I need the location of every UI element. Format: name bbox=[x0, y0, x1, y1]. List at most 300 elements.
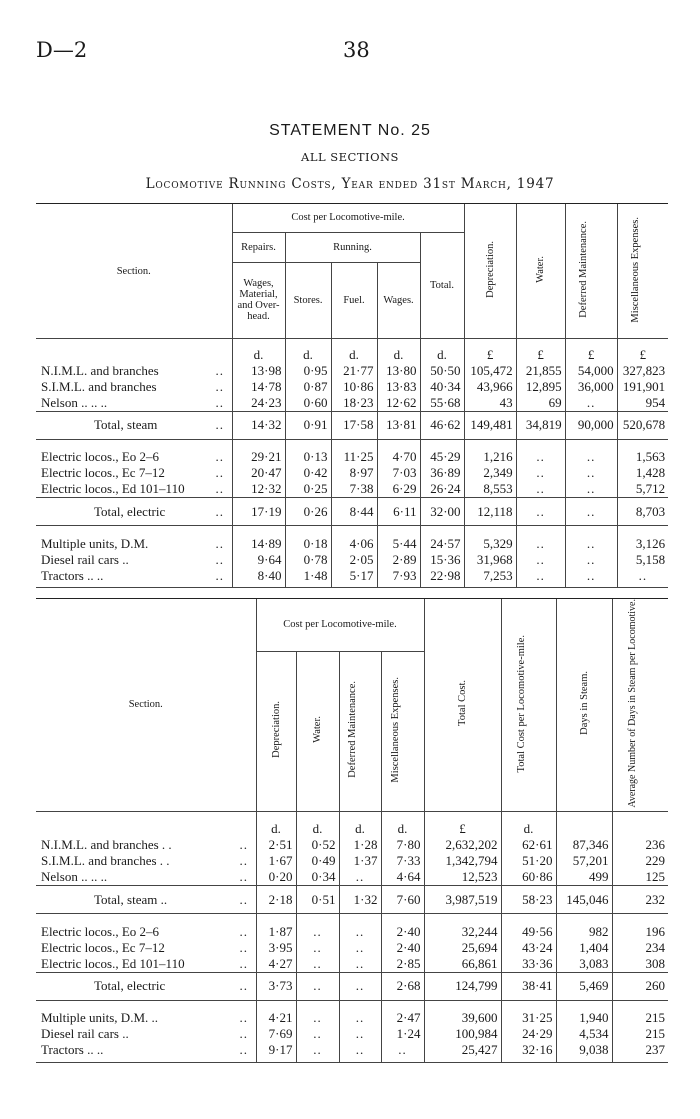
cell-value: 1,428 bbox=[617, 465, 668, 481]
cell-value: 520,678 bbox=[617, 411, 668, 439]
units-row bbox=[36, 347, 668, 363]
cell-value: 22·98 bbox=[420, 568, 464, 584]
cell-value: 24·57 bbox=[420, 536, 464, 552]
t2-days-header: Days in Steam. bbox=[556, 599, 612, 811]
cell-value: 215 bbox=[612, 1010, 668, 1026]
cell-value: 7·60 bbox=[381, 886, 424, 914]
cell-value: .. bbox=[296, 1026, 339, 1042]
t1-total-header: Total. bbox=[420, 232, 464, 339]
t2-avg-days-header: Average Number of Days in Steam per Locomotive. bbox=[612, 599, 668, 811]
row-leader-dots: .. bbox=[215, 362, 224, 378]
row-leader-dots: .. bbox=[239, 1026, 248, 1042]
cell-value: 2·85 bbox=[381, 956, 424, 973]
statement-caption: Locomotive Running Costs, Year ended 31st March, 1947 bbox=[145, 176, 555, 192]
t2-deferred-header: Deferred Maintenance. bbox=[339, 651, 381, 811]
cell-value: 3,126 bbox=[617, 536, 668, 552]
cell-value: 149,481 bbox=[464, 411, 516, 439]
cell-value: 0·87 bbox=[285, 379, 331, 395]
cell-value: 1·28 bbox=[339, 837, 381, 853]
row-section-name: Nelson .. .. .. bbox=[41, 869, 108, 885]
cell-value: 0·49 bbox=[296, 853, 339, 869]
table-row bbox=[36, 869, 668, 886]
cell-value: 8·44 bbox=[331, 498, 377, 526]
cell-value: 25,694 bbox=[424, 940, 501, 956]
unit-label: d. bbox=[285, 347, 331, 363]
cell-value: 39,600 bbox=[424, 1010, 501, 1026]
cell-value: .. bbox=[339, 924, 381, 940]
cell-value: 1·67 bbox=[256, 853, 296, 869]
cell-value: 215 bbox=[612, 1026, 668, 1042]
cell-value: 229 bbox=[612, 853, 668, 869]
unit-label: d. bbox=[381, 821, 424, 837]
cell-value: 0·20 bbox=[256, 869, 296, 886]
row-section-name: Multiple units, D.M. bbox=[41, 535, 149, 551]
cell-value: .. bbox=[565, 552, 617, 568]
row-section-name: Diesel rail cars .. bbox=[41, 551, 129, 567]
row-leader-dots: .. bbox=[215, 535, 224, 551]
cell-value: 8·97 bbox=[331, 465, 377, 481]
cell-value: 12,895 bbox=[516, 379, 565, 395]
unit-label: d. bbox=[420, 347, 464, 363]
cell-value: 2·18 bbox=[256, 886, 296, 914]
cell-value: 5,712 bbox=[617, 481, 668, 498]
cell-value: .. bbox=[339, 940, 381, 956]
row-section-name: Electric locos., Ec 7–12 bbox=[41, 939, 165, 955]
cell-value: 2·47 bbox=[381, 1010, 424, 1026]
cell-value: 954 bbox=[617, 395, 668, 412]
t1-wages-header: Wages. bbox=[377, 262, 420, 338]
cell-value: 196 bbox=[612, 924, 668, 940]
t2-total-cost-header: Total Cost. bbox=[424, 599, 501, 811]
cell-value: 1,342,794 bbox=[424, 853, 501, 869]
cell-value: .. bbox=[565, 568, 617, 584]
cell-value: 1·37 bbox=[339, 853, 381, 869]
cell-value: 57,201 bbox=[556, 853, 612, 869]
cell-value: 29·21 bbox=[232, 449, 285, 465]
cell-value: 0·34 bbox=[296, 869, 339, 886]
cell-value: .. bbox=[296, 956, 339, 973]
cell-value: 55·68 bbox=[420, 395, 464, 412]
total-row bbox=[36, 498, 668, 526]
unit-label: d. bbox=[377, 347, 420, 363]
cell-value: 0·95 bbox=[285, 363, 331, 379]
cell-value: .. bbox=[516, 465, 565, 481]
cell-value: 2,349 bbox=[464, 465, 516, 481]
row-leader-dots: .. bbox=[215, 378, 224, 394]
cell-value: 260 bbox=[612, 972, 668, 1000]
row-section-name: S.I.M.L. and branches bbox=[41, 378, 157, 394]
cell-value: .. bbox=[339, 1010, 381, 1026]
cell-value: 17·58 bbox=[331, 411, 377, 439]
cell-value: 31·25 bbox=[501, 1010, 556, 1026]
unit-label: d. bbox=[296, 821, 339, 837]
cell-value: 54,000 bbox=[565, 363, 617, 379]
cell-value: 58·23 bbox=[501, 886, 556, 914]
cell-value: 14·78 bbox=[232, 379, 285, 395]
table-row bbox=[36, 924, 668, 940]
row-leader-dots: .. bbox=[215, 481, 224, 496]
cell-value: 87,346 bbox=[556, 837, 612, 853]
page-number: 38 bbox=[343, 38, 370, 62]
cell-value: 308 bbox=[612, 956, 668, 973]
cell-value: 45·29 bbox=[420, 449, 464, 465]
cell-value: 36·89 bbox=[420, 465, 464, 481]
cell-value: 8·40 bbox=[232, 568, 285, 584]
cell-value: .. bbox=[516, 498, 565, 526]
row-leader-dots: .. bbox=[239, 837, 248, 853]
table-row bbox=[36, 940, 668, 956]
cell-value: 24·29 bbox=[501, 1026, 556, 1042]
cell-value: 8,703 bbox=[617, 498, 668, 526]
cell-value: 5,469 bbox=[556, 972, 612, 1000]
row-leader-dots: .. bbox=[215, 449, 224, 464]
cell-value: 9,038 bbox=[556, 1042, 612, 1058]
cell-value: 13·83 bbox=[377, 379, 420, 395]
cell-value: 17·19 bbox=[232, 498, 285, 526]
spacer-row bbox=[36, 339, 668, 347]
cell-value: .. bbox=[565, 498, 617, 526]
unit-label: d. bbox=[232, 347, 285, 363]
cell-value: 20·47 bbox=[232, 465, 285, 481]
table-row bbox=[36, 379, 668, 395]
cell-value: 25,427 bbox=[424, 1042, 501, 1058]
t2-water-header: Water. bbox=[296, 651, 339, 811]
row-section-name: Diesel rail cars .. bbox=[41, 1026, 129, 1042]
table1 bbox=[36, 204, 668, 588]
row-leader-dots: .. bbox=[239, 853, 248, 869]
cell-value: .. bbox=[565, 449, 617, 465]
group-gap-row bbox=[36, 1000, 668, 1010]
cell-value: 7·69 bbox=[256, 1026, 296, 1042]
cell-value: 6·11 bbox=[377, 498, 420, 526]
cell-value: 34,819 bbox=[516, 411, 565, 439]
cell-value: .. bbox=[565, 395, 617, 412]
row-leader-dots: .. bbox=[239, 939, 248, 955]
cell-value: 5,329 bbox=[464, 536, 516, 552]
cell-value: 2·40 bbox=[381, 940, 424, 956]
row-section-name: Multiple units, D.M. .. bbox=[41, 1010, 159, 1026]
cell-value: 14·89 bbox=[232, 536, 285, 552]
row-leader-dots: .. bbox=[208, 411, 232, 439]
cell-value: 0·60 bbox=[285, 395, 331, 412]
cell-value: .. bbox=[516, 568, 565, 584]
row-leader-dots: .. bbox=[215, 567, 224, 583]
table-row bbox=[36, 363, 668, 379]
cell-value: 46·62 bbox=[420, 411, 464, 439]
row-section-name: Electric locos., Ec 7–12 bbox=[41, 465, 165, 480]
row-leader-dots: .. bbox=[232, 972, 256, 1000]
cell-value: 5,158 bbox=[617, 552, 668, 568]
unit-label: £ bbox=[516, 347, 565, 363]
cell-value: 1,404 bbox=[556, 940, 612, 956]
cell-value: 32,244 bbox=[424, 924, 501, 940]
cell-value: 12·62 bbox=[377, 395, 420, 412]
cell-value: 12·32 bbox=[232, 481, 285, 498]
cell-value: 191,901 bbox=[617, 379, 668, 395]
group-gap-row bbox=[36, 439, 668, 449]
cell-value: 36,000 bbox=[565, 379, 617, 395]
cell-value: 0·78 bbox=[285, 552, 331, 568]
cell-value: 12,118 bbox=[464, 498, 516, 526]
cell-value: 31,968 bbox=[464, 552, 516, 568]
total-row bbox=[36, 886, 668, 914]
cell-value: 15·36 bbox=[420, 552, 464, 568]
cell-value: 50·50 bbox=[420, 363, 464, 379]
page-reference: D—2 bbox=[36, 38, 88, 62]
cell-value: 0·25 bbox=[285, 481, 331, 498]
cell-value: 105,472 bbox=[464, 363, 516, 379]
table-bottom bbox=[36, 1058, 668, 1062]
cell-value: 10·86 bbox=[331, 379, 377, 395]
row-leader-dots: .. bbox=[215, 465, 224, 480]
row-section-name: Electric locos., Eo 2–6 bbox=[41, 923, 160, 939]
t2-total-per-mile-header: Total Cost per Locomotive-mile. bbox=[501, 599, 556, 811]
cell-value: .. bbox=[339, 956, 381, 973]
row-leader-dots: .. bbox=[215, 394, 224, 410]
cell-value: 2·68 bbox=[381, 972, 424, 1000]
cell-value: 125 bbox=[612, 869, 668, 886]
table2 bbox=[36, 599, 668, 1063]
cell-value: .. bbox=[339, 869, 381, 886]
row-leader-dots: .. bbox=[232, 886, 256, 914]
table-row bbox=[36, 837, 668, 853]
t1-depreciation-header: Depreciation. bbox=[464, 204, 516, 339]
units-row bbox=[36, 821, 668, 837]
cell-value: 69 bbox=[516, 395, 565, 412]
table-bottom bbox=[36, 584, 668, 588]
cell-value: 0·51 bbox=[296, 886, 339, 914]
row-section-name: Tractors .. .. bbox=[41, 1042, 104, 1058]
row-section-name: S.I.M.L. and branches . . bbox=[41, 853, 170, 869]
cell-value: 236 bbox=[612, 837, 668, 853]
cell-value: 232 bbox=[612, 886, 668, 914]
unit-label: £ bbox=[424, 821, 501, 837]
total-row bbox=[36, 972, 668, 1000]
unit-label: £ bbox=[464, 347, 516, 363]
cell-value: 26·24 bbox=[420, 481, 464, 498]
table-row bbox=[36, 449, 668, 465]
cell-value: 8,553 bbox=[464, 481, 516, 498]
t1-running-header: Running. bbox=[285, 232, 420, 262]
row-section-name: Total, electric bbox=[36, 972, 232, 1000]
row-leader-dots: .. bbox=[215, 551, 224, 567]
table-row bbox=[36, 1026, 668, 1042]
t2-cost-group-header: Cost per Locomotive-mile. bbox=[256, 599, 424, 651]
cell-value: 1,940 bbox=[556, 1010, 612, 1026]
cell-value: 2·05 bbox=[331, 552, 377, 568]
cell-value: 90,000 bbox=[565, 411, 617, 439]
unit-label: d. bbox=[339, 821, 381, 837]
t1-repairs-header: Repairs. bbox=[232, 232, 285, 262]
cell-value: 4,534 bbox=[556, 1026, 612, 1042]
cell-value: 13·98 bbox=[232, 363, 285, 379]
cell-value: 0·91 bbox=[285, 411, 331, 439]
cell-value: 1·87 bbox=[256, 924, 296, 940]
cell-value: 9·64 bbox=[232, 552, 285, 568]
cell-value: 33·36 bbox=[501, 956, 556, 973]
cell-value: 21·77 bbox=[331, 363, 377, 379]
row-section-name: N.I.M.L. and branches . . bbox=[41, 837, 172, 853]
cell-value: 49·56 bbox=[501, 924, 556, 940]
cell-value: 13·81 bbox=[377, 411, 420, 439]
row-leader-dots: .. bbox=[239, 1042, 248, 1058]
cell-value: 234 bbox=[612, 940, 668, 956]
cell-value: 1·24 bbox=[381, 1026, 424, 1042]
unit-label bbox=[612, 821, 668, 837]
cell-value: .. bbox=[516, 552, 565, 568]
cell-value: 7·93 bbox=[377, 568, 420, 584]
statement-subtitle: ALL SECTIONS bbox=[301, 150, 399, 164]
spacer-row bbox=[36, 811, 668, 821]
cell-value: .. bbox=[565, 481, 617, 498]
table-row bbox=[36, 853, 668, 869]
unit-label bbox=[556, 821, 612, 837]
cell-value: 32·16 bbox=[501, 1042, 556, 1058]
cell-value: 43,966 bbox=[464, 379, 516, 395]
cell-value: 12,523 bbox=[424, 869, 501, 886]
table-row bbox=[36, 481, 668, 498]
cell-value: 2·40 bbox=[381, 924, 424, 940]
t2-misc-header: Miscellaneous Expenses. bbox=[381, 651, 424, 811]
row-section-name: Tractors .. .. bbox=[41, 567, 104, 583]
cell-value: 24·23 bbox=[232, 395, 285, 412]
unit-label: d. bbox=[256, 821, 296, 837]
cell-value: 124,799 bbox=[424, 972, 501, 1000]
cell-value: 0·52 bbox=[296, 837, 339, 853]
cell-value: 62·61 bbox=[501, 837, 556, 853]
cell-value: .. bbox=[296, 1042, 339, 1058]
cell-value: 0·26 bbox=[285, 498, 331, 526]
cell-value: 0·18 bbox=[285, 536, 331, 552]
cell-value: 3·73 bbox=[256, 972, 296, 1000]
row-section-name: Electric locos., Eo 2–6 bbox=[41, 449, 160, 464]
t1-fuel-header: Fuel. bbox=[331, 262, 377, 338]
cell-value: .. bbox=[381, 1042, 424, 1058]
cell-value: 2,632,202 bbox=[424, 837, 501, 853]
cell-value: 100,984 bbox=[424, 1026, 501, 1042]
cell-value: 18·23 bbox=[331, 395, 377, 412]
cell-value: 1,216 bbox=[464, 449, 516, 465]
table-row bbox=[36, 568, 668, 584]
cell-value: 2·51 bbox=[256, 837, 296, 853]
group-gap-row bbox=[36, 914, 668, 924]
cell-value: 327,823 bbox=[617, 363, 668, 379]
cell-value: 21,855 bbox=[516, 363, 565, 379]
cell-value: 7·38 bbox=[331, 481, 377, 498]
row-leader-dots: .. bbox=[239, 955, 248, 971]
cell-value: 7·33 bbox=[381, 853, 424, 869]
table-row bbox=[36, 536, 668, 552]
t1-wages-material-header: Wages, Material, and Over-head. bbox=[232, 262, 285, 338]
table-row bbox=[36, 465, 668, 481]
cell-value: 9·17 bbox=[256, 1042, 296, 1058]
cell-value: 3,083 bbox=[556, 956, 612, 973]
cell-value: .. bbox=[296, 924, 339, 940]
row-leader-dots: .. bbox=[239, 869, 248, 885]
cell-value: .. bbox=[296, 1010, 339, 1026]
table-row bbox=[36, 1010, 668, 1026]
t2-section-header: Section. bbox=[36, 599, 256, 811]
cell-value: 5·17 bbox=[331, 568, 377, 584]
table-row bbox=[36, 395, 668, 412]
cell-value: 6·29 bbox=[377, 481, 420, 498]
cell-value: 38·41 bbox=[501, 972, 556, 1000]
row-section-name: Electric locos., Ed 101–110 bbox=[41, 481, 185, 496]
cell-value: .. bbox=[339, 1042, 381, 1058]
statement-title: STATEMENT No. 25 bbox=[269, 122, 431, 139]
cell-value: .. bbox=[516, 449, 565, 465]
cell-value: 499 bbox=[556, 869, 612, 886]
row-section-name: Electric locos., Ed 101–110 bbox=[41, 955, 185, 971]
cell-value: .. bbox=[339, 972, 381, 1000]
table-row bbox=[36, 956, 668, 973]
cell-value: 1·32 bbox=[339, 886, 381, 914]
cell-value: 0·13 bbox=[285, 449, 331, 465]
row-section-name: Total, electric bbox=[36, 498, 208, 526]
table-row bbox=[36, 1042, 668, 1058]
cell-value: 145,046 bbox=[556, 886, 612, 914]
cell-value: .. bbox=[617, 568, 668, 584]
cell-value: .. bbox=[339, 1026, 381, 1042]
row-leader-dots: .. bbox=[239, 1010, 248, 1026]
total-row bbox=[36, 411, 668, 439]
cell-value: 14·32 bbox=[232, 411, 285, 439]
cell-value: .. bbox=[565, 536, 617, 552]
cell-value: 4·70 bbox=[377, 449, 420, 465]
cell-value: 1·48 bbox=[285, 568, 331, 584]
cell-value: .. bbox=[296, 972, 339, 1000]
cell-value: 4·27 bbox=[256, 956, 296, 973]
row-leader-dots: .. bbox=[239, 923, 248, 939]
cell-value: 4·64 bbox=[381, 869, 424, 886]
cell-value: 13·80 bbox=[377, 363, 420, 379]
row-section-name: Nelson .. .. .. bbox=[41, 394, 108, 410]
cell-value: 32·00 bbox=[420, 498, 464, 526]
cell-value: 51·20 bbox=[501, 853, 556, 869]
t1-stores-header: Stores. bbox=[285, 262, 331, 338]
cell-value: .. bbox=[565, 465, 617, 481]
cell-value: 66,861 bbox=[424, 956, 501, 973]
row-section-name: N.I.M.L. and branches bbox=[41, 362, 159, 378]
cell-value: 7,253 bbox=[464, 568, 516, 584]
cell-value: 4·06 bbox=[331, 536, 377, 552]
cell-value: 40·34 bbox=[420, 379, 464, 395]
row-section-name: Total, steam .. bbox=[36, 886, 232, 914]
cell-value: .. bbox=[296, 940, 339, 956]
t1-deferred-header: Deferred Maintenance. bbox=[565, 204, 617, 339]
cell-value: 2·89 bbox=[377, 552, 420, 568]
row-section-name: Total, steam bbox=[36, 411, 208, 439]
t1-misc-header: Miscellaneous Expenses. bbox=[617, 204, 668, 339]
cell-value: 3·95 bbox=[256, 940, 296, 956]
cell-value: 5·44 bbox=[377, 536, 420, 552]
t1-water-header: Water. bbox=[516, 204, 565, 339]
cell-value: 11·25 bbox=[331, 449, 377, 465]
cell-value: .. bbox=[516, 536, 565, 552]
unit-label: £ bbox=[565, 347, 617, 363]
cell-value: 7·80 bbox=[381, 837, 424, 853]
t1-section-header: Section. bbox=[36, 204, 232, 339]
unit-label: d. bbox=[331, 347, 377, 363]
cell-value: 7·03 bbox=[377, 465, 420, 481]
cell-value: 1,563 bbox=[617, 449, 668, 465]
cell-value: 982 bbox=[556, 924, 612, 940]
unit-label: £ bbox=[617, 347, 668, 363]
group-gap-row bbox=[36, 526, 668, 536]
cell-value: 3,987,519 bbox=[424, 886, 501, 914]
table-row bbox=[36, 552, 668, 568]
cell-value: 237 bbox=[612, 1042, 668, 1058]
